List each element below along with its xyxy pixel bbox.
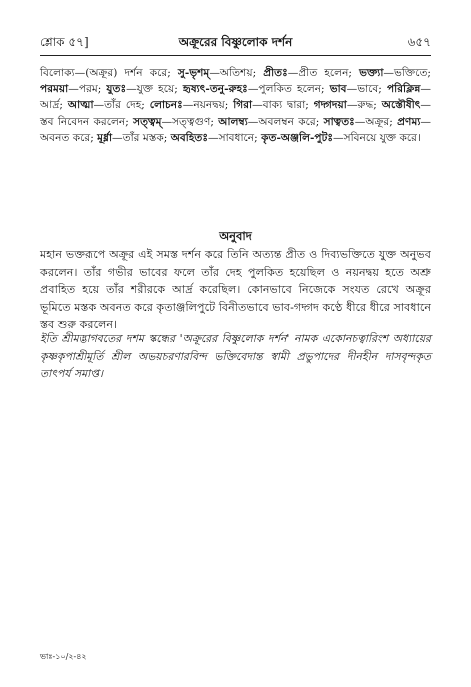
- word-for-word-synonyms: [40, 65, 431, 146]
- synonym-word: সু-ভৃশম্: [177, 67, 210, 79]
- synonym-meaning: —সাবধানে;: [207, 131, 262, 144]
- synonym-meaning: —অবনত করে;: [40, 115, 431, 144]
- translation-text: মহান ভক্তরূপে অক্রূর এই সমস্ত দর্শন করে তিনি অত্যন্ত প্রীত ও দিব্যভক্তিতে যুক্ত অনুভব করলেন। তাঁর গভীর ভাবের ফলে তাঁর দেহ পুলকিত হয়েছিল ও নয়নদ্বয় হতে অশ্রু প্রবাহিত হয়ে তাঁর শরীরকে আর্দ্র করেছিল। কোনভাবে নিজেকে সংযত রেখে অক্রূর ভূমিতে মস্তক অবনত করে কৃতাঞ্জলিপুটে বিনীতভাবে ভাব-গদ্গদ কণ্ঠে ধীরে ধীরে সাবধানে স্তব শুরু করলেন।: [40, 248, 431, 331]
- synonym-word: অবহিতঃ: [170, 131, 208, 144]
- synonym-word: বিলোক্য: [40, 67, 75, 79]
- chapter-title: অক্রূরের বিষ্ণুলোক দর্শন: [178, 35, 293, 49]
- synonym-word: পরিক্লিন্ন: [386, 83, 421, 96]
- synonym-meaning: —ভাবে;: [346, 83, 387, 96]
- verse-reference: শ্লোক ৫৭]: [40, 35, 89, 49]
- header-rule: [40, 55, 431, 56]
- synonym-meaning: —ভক্তিতে;: [383, 67, 431, 79]
- synonym-meaning: —রুদ্ধ;: [346, 99, 382, 112]
- synonym-word: অস্তৌষীৎ: [381, 99, 421, 112]
- synonym-meaning: —পুলকিত হলেন;: [247, 83, 330, 96]
- synonym-meaning: —তাঁর দেহ;: [93, 99, 150, 112]
- synonym-meaning: —প্রীত হলেন;: [287, 67, 360, 79]
- running-header: [40, 33, 431, 51]
- synonym-word: ভাব: [329, 83, 347, 96]
- synonym-meaning: —বাক্য দ্বারা;: [252, 99, 314, 112]
- synonym-meaning: —অবলম্বন করে;: [247, 115, 324, 128]
- synonym-meaning: —নয়নদ্বয়;: [182, 99, 234, 112]
- synonym-meaning: —পরম;: [68, 83, 107, 96]
- synonym-word: যুতঃ: [106, 83, 127, 96]
- synonym-meaning: —সত্ত্বগুণ;: [161, 115, 219, 128]
- synonym-word: সত্ত্বম্: [133, 115, 162, 128]
- synonym-word: আলম্ব্য: [218, 115, 248, 128]
- synonym-meaning: —তাঁর মস্তক;: [112, 131, 171, 144]
- chapter-colophon: ইতি শ্রীমদ্ভাগবতের দশম স্কন্ধের 'অক্রূরের বিষ্ণুলোক দর্শন' নামক একোনচত্বারিংশ অধ্যায়ের কৃষ্ণকৃপাশ্রীমূর্তি শ্রীল অভয়চরণারবিন্দ ভক্তিবেদান্ত স্বামী প্রভুপাদের দীনহীন দাসবৃন্দকৃত তাৎপর্য সমাপ্ত।: [40, 332, 431, 380]
- synonym-word: লোচনঃ: [149, 99, 183, 112]
- synonym-meaning: —অক্রূর;: [354, 115, 398, 128]
- synonym-word: গিরা: [233, 99, 253, 112]
- signature-mark: ভাঃ-১০/২-৪২: [40, 652, 87, 661]
- synonym-word: সাত্বতঃ: [323, 115, 355, 128]
- synonym-meaning: —অতিশয়;: [209, 67, 264, 79]
- synonym-meaning: —(অক্রূর) দর্শন করে;: [74, 67, 178, 79]
- translation-heading: অনুবাদ: [219, 229, 252, 243]
- synonym-word: প্রীতঃ: [263, 67, 288, 79]
- synonym-word: হৃষ্যৎ-তনু-রুহঃ: [182, 83, 248, 96]
- synonym-word: আত্মা: [67, 99, 94, 112]
- page-number: ৬৫৭: [407, 35, 431, 49]
- synonym-word: প্রণম্য: [397, 115, 421, 128]
- synonym-word: মূর্ধ্না: [97, 131, 113, 144]
- synonym-meaning: —স্তব নিবেদন করলেন;: [40, 99, 431, 128]
- synonym-word: ভক্ত্যা: [359, 67, 384, 79]
- synonym-meaning: —আর্দ্র;: [40, 83, 431, 112]
- synonym-meaning: —যুক্ত হয়ে;: [126, 83, 183, 96]
- synonym-word: গদ্গদয়া: [313, 99, 347, 112]
- synonym-word: পরময়া: [40, 83, 69, 96]
- synonym-word: কৃত-অঞ্জলি-পুটঃ: [261, 131, 333, 144]
- synonym-meaning: —সবিনয়ে যুক্ত করে।: [333, 131, 421, 144]
